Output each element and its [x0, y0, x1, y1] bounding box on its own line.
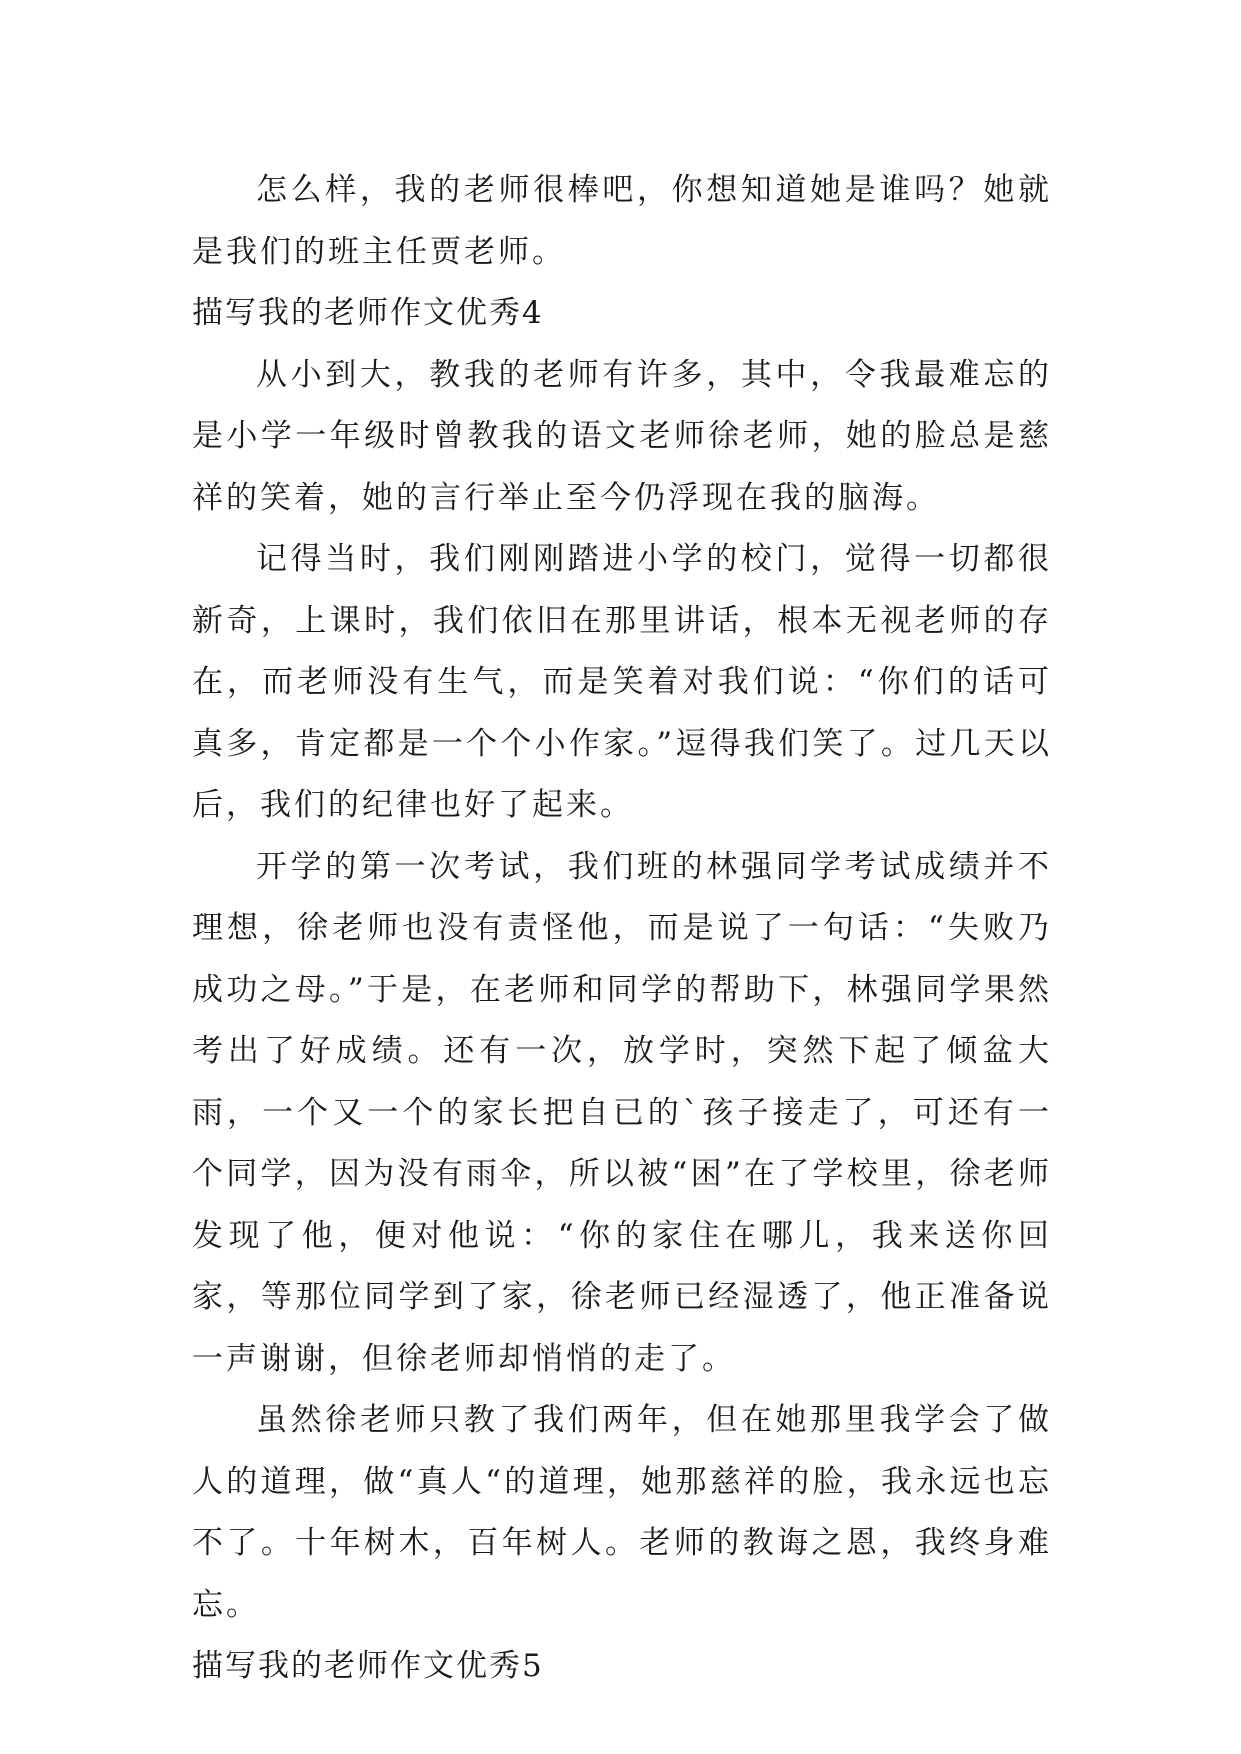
- paragraph-intro: 从小到大，教我的老师有许多，其中，令我最难忘的是小学一年级时曾教我的语文老师徐老师，她的脸总是慈祥的笑着，她的言行举止至今仍浮现在我的脑海。: [192, 356, 1052, 516]
- section-heading-4: 描写我的老师作文优秀4: [192, 295, 544, 331]
- paragraph-memory: 记得当时，我们刚刚踏进小学的校门，觉得一切都很新奇，上课时，我们依旧在那里讲话，根本无视老师的存在，而老师没有生气，而是笑着对我们说：“你们的话可真多，肯定都是一个个小作家。”逗得我们笑了。过几天以后，我们的纪律也好了起来。: [192, 541, 1052, 823]
- paragraph-conclusion: 虽然徐老师只教了我们两年，但在她那里我学会了做人的道理，做“真人“的道理，她那慈祥的脸，我永远也忘不了。十年树木，百年树人。老师的教诲之恩，我终身难忘。: [192, 1402, 1052, 1623]
- document-body: [192, 160, 1052, 1698]
- paragraph-closing-prev: 怎么样，我的老师很棒吧，你想知道她是谁吗？她就是我们的班主任贾老师。: [192, 172, 1052, 270]
- section-heading-5: 描写我的老师作文优秀5: [192, 1648, 544, 1684]
- paragraph-exam: 开学的第一次考试，我们班的林强同学考试成绩并不理想，徐老师也没有责怪他，而是说了一句话：“失败乃成功之母。”于是，在老师和同学的帮助下，林强同学果然考出了好成绩。还有一次，放学时，突然下起了倾盆大雨，一个又一个的家长把自已的`孩子接走了，可还有一个同学，因为没有雨伞，所以被“困”在了学校里，徐老师发现了他，便对他说：“你的家住在哪儿，我来送你回家，等那位同学到了家，徐老师已经湿透了，他正准备说一声谢谢，但徐老师却悄悄的走了。: [192, 848, 1052, 1377]
